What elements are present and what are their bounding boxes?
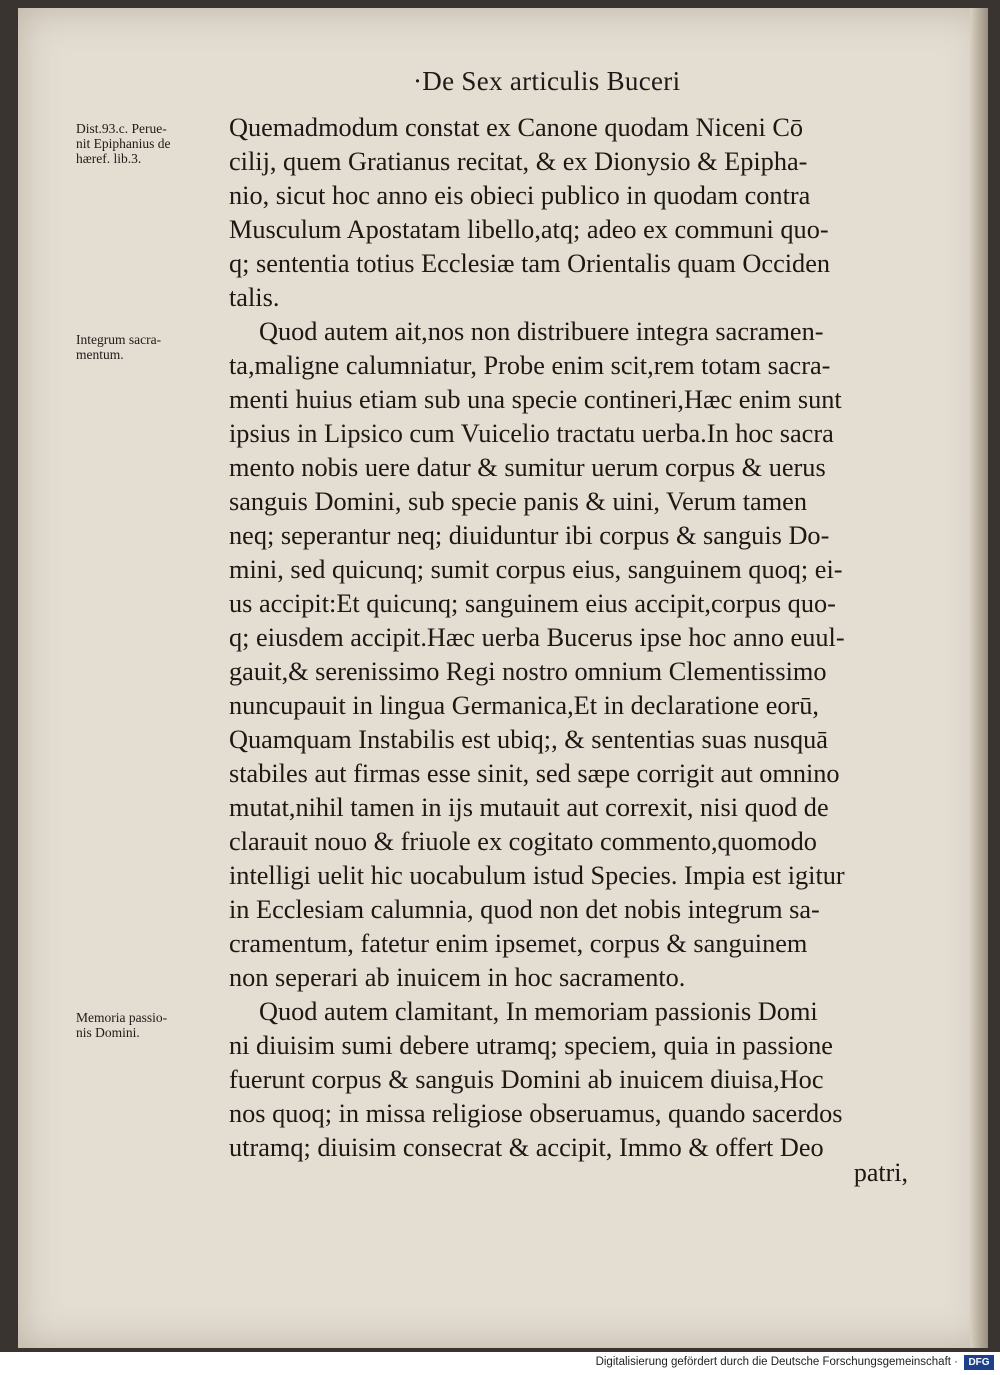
text-line: ni diuisim sumi debere utramq; speciem, quia in passione xyxy=(229,1031,833,1060)
text-line: non seperari ab inuicem in hoc sacramento. xyxy=(229,963,686,992)
text-line: Quod autem ait,nos non distribuere integra sacramen- xyxy=(259,317,824,346)
text-line: nuncupauit in lingua Germanica,Et in declaratione eorū, xyxy=(229,691,819,720)
text-line: talis. xyxy=(229,283,280,312)
text-line: stabiles aut firmas esse sinit, sed sæpe corrigit aut omnino xyxy=(229,759,840,788)
text-line: nio, sicut hoc anno eis obieci publico in quodam contra xyxy=(229,181,811,210)
text-line: q; eiusdem accipit.Hæc uerba Bucerus ipse hoc anno euul- xyxy=(229,623,845,652)
text-line: ipsius in Lipsico cum Vuicelio tractatu uerba.In hoc sacra xyxy=(229,419,834,448)
marginal-line: mentum. xyxy=(76,347,124,362)
text-line: q; sententia totius Ecclesiæ tam Orientalis quam Occiden xyxy=(229,249,831,278)
marginal-line: hæref. lib.3. xyxy=(76,151,142,166)
text-line: mento nobis uere datur & sumitur uerum corpus & uerus xyxy=(229,453,826,482)
footer-bar xyxy=(0,1352,1000,1375)
text-line: cilij, quem Gratianus recitat, & ex Dionysio & Epipha- xyxy=(229,147,808,176)
text-line: sanguis Domini, sub specie panis & uini, Verum tamen xyxy=(229,487,807,516)
text-line: clarauit nouo & friuole ex cogitato commento,quomodo xyxy=(229,827,817,856)
text-line: neq; seperantur neq; diuiduntur ibi corpus & sanguis Do- xyxy=(229,521,830,550)
text-line: intelligi uelit hic uocabulum istud Species. Impia est igitur xyxy=(229,861,845,890)
footer-credit: Digitalisierung gefördert durch die Deutsche Forschungsgemeinschaft · xyxy=(595,1356,958,1368)
text-line: us accipit:Et quicunq; sanguinem eius accipit,corpus quo- xyxy=(229,589,836,618)
marginal-line: nis Domini. xyxy=(76,1025,140,1040)
marginal-line: nit Epiphanius de xyxy=(76,136,171,151)
text-line: ta,maligne calumniatur, Probe enim scit,rem totam sacra- xyxy=(229,351,831,380)
text-line: menti huius etiam sub una specie contineri,Hæc enim sunt xyxy=(229,385,842,414)
page-edge xyxy=(970,8,988,1348)
text-line: Quod autem clamitant, In memoriam passionis Domi xyxy=(259,997,818,1026)
text-line: mutat,nihil tamen in ijs mutauit aut correxit, nisi quod de xyxy=(229,793,829,822)
text-line: Quemadmodum constat ex Canone quodam Niceni Cō xyxy=(229,113,804,142)
dfg-logo-icon: DFG xyxy=(964,1355,994,1370)
marginal-line: Integrum sacra- xyxy=(76,332,162,347)
marginal-line: Dist.93.c. Perue- xyxy=(76,121,167,136)
running-head: ·De Sex articulis Buceri xyxy=(413,66,681,96)
marginal-note-2 xyxy=(76,332,226,362)
body-text xyxy=(229,111,944,1165)
text-line: Quamquam Instabilis est ubiq;, & sententias suas nusquā xyxy=(229,725,828,754)
book-page xyxy=(18,8,988,1348)
catchword: patri, xyxy=(853,1158,908,1187)
text-line: nos quoq; in missa religiose obseruamus, quando sacerdos xyxy=(229,1099,843,1128)
marginal-note-3 xyxy=(76,1010,226,1040)
text-line: in Ecclesiam calumnia, quod non det nobis integrum sa- xyxy=(229,895,820,924)
text-line: mini, sed quicunq; sumit corpus eius, sanguinem quoq; ei- xyxy=(229,555,843,584)
text-line: utramq; diuisim consecrat & accipit, Immo & offert Deo xyxy=(229,1133,824,1162)
text-line: Musculum Apostatam libello,atq; adeo ex communi quo- xyxy=(229,215,829,244)
text-line: cramentum, fatetur enim ipsemet, corpus & sanguinem xyxy=(229,929,808,958)
text-line: fuerunt corpus & sanguis Domini ab inuicem diuisa,Hoc xyxy=(229,1065,824,1094)
marginal-note-1 xyxy=(76,121,226,166)
marginal-line: Memoria passio- xyxy=(76,1010,168,1025)
text-line: gauit,& serenissimo Regi nostro omnium Clementissimo xyxy=(229,657,827,686)
